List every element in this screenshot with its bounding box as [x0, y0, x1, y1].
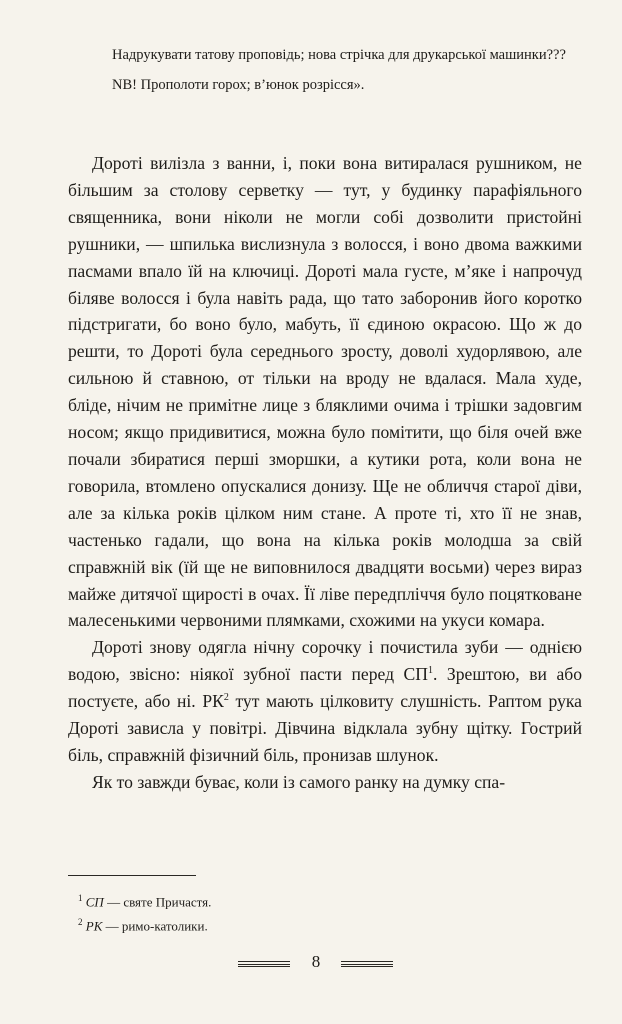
footnote-abbr: РК	[85, 918, 103, 934]
paragraph-2-part-b: . Зрештою, ви або постуєте, або ні. РК	[68, 664, 582, 712]
footnotes	[78, 888, 578, 937]
footnote-1	[78, 888, 578, 912]
paragraph-3: Як то завжди буває, коли із самого ранку на думку спа-	[92, 771, 506, 792]
quote-paragraph-2: NB! Прополоти горох; в’юнок розрісся».	[112, 77, 365, 93]
footnote-text: — святе Причастя.	[103, 894, 212, 910]
footnote-ref-1: 1	[428, 665, 433, 677]
page-number: 8	[311, 952, 321, 971]
footnote-divider	[68, 875, 196, 876]
paragraph-2-part-c: тут мають цілковиту слушність. Раптом рука Дороті зависла у повітрі. Дівчина відклала зубну щітку. Гострий біль, справжній фізичний біль, пронизав шлунок.	[68, 691, 582, 765]
paragraph-2-part-a: Дороті знову одягла нічну сорочку і почистила зуби — однією водою, звісно: ніякої зубної пасти перед СП	[68, 637, 582, 685]
paragraph-2	[68, 634, 582, 769]
quote-paragraph-1: Надрукувати татову проповідь; нова стрічка для друкарської машинки???	[112, 47, 566, 63]
folio-ornament-right	[341, 961, 393, 967]
main-text	[68, 150, 582, 796]
paragraph-1: Дороті вилізла з ванни, і, поки вона витиралася рушником, не більшим за столову серветку — тут, у будинку парафіяльного священника, вони ніколи не могли собі дозволити пристойні рушники, — шпилька вислизнула з волосся, і воно двома важкими пасмами впало їй на ключиці. Дороті мала густе, м’яке і напрочуд біляве волосся і була навіть рада, що тато заборонив його коротко підстригати, бо воно було, мабуть, її єдиною окрасою. Що ж до решти, то Дороті була середнього зросту, доволі худорлявою, але сильною й ставною, от тільки на вроду не вдалася. Мала худе, бліде, нічим не примітне лице з бляклими очима і трішки задовгим носом; якщо придивитися, можна було помітити, що біля очей вже почали збиратися перші зморшки, а кутики рота, коли вона не говорила, втомлено опускалися донизу. Ще не обличчя старої діви, але за кілька років цілком ним стане. А проте ті, хто її не знав, частенько гадали, що вона на кілька років молодша за свій справжній вік (їй ще не виповнилося двадцяти восьми) через вираз майже дитячої щирості в очах. Її ліве передпліччя було поцятковане малесенькими червоними плямками, схожими на укуси комара.	[68, 153, 582, 631]
quoted-note	[112, 44, 582, 104]
footnote-2	[78, 912, 578, 936]
footnote-number: 1	[78, 893, 83, 903]
folio	[0, 952, 622, 978]
footnote-number: 2	[78, 917, 83, 928]
footnote-ref-2: 2	[223, 692, 229, 704]
footnote-abbr: СП	[85, 894, 104, 910]
footnote-text: — римо-католики.	[102, 918, 208, 934]
folio-ornament-left	[238, 961, 290, 967]
